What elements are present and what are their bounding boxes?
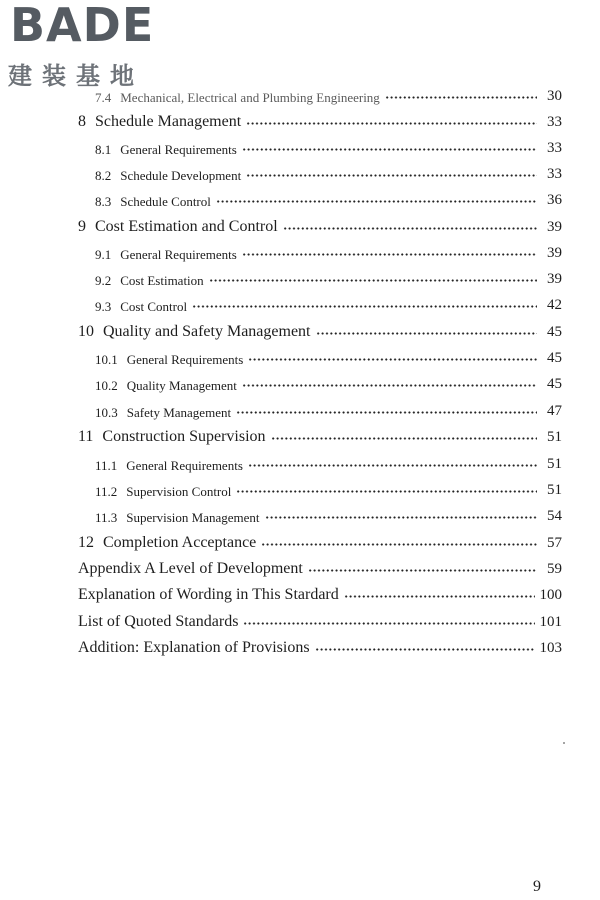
toc-entry-title: Mechanical, Electrical and Plumbing Engineering <box>120 90 380 105</box>
dot-leader <box>248 358 537 361</box>
toc-entry-number: 9.2 <box>95 273 112 288</box>
toc-entry-title: Appendix A Level of Development <box>78 560 303 577</box>
toc-entry-page: 45 <box>547 350 562 366</box>
toc-entry-title: General Requirements <box>126 352 244 367</box>
toc-entry-page: 42 <box>547 297 562 313</box>
toc-entry-number: 8.2 <box>95 168 112 183</box>
dot-leader <box>209 279 537 282</box>
toc-entry-number: 7.4 <box>95 90 112 105</box>
toc-entry-title: Cost Control <box>120 299 188 314</box>
dot-leader <box>192 305 537 308</box>
toc-entry-title: Supervision Control <box>126 484 232 499</box>
toc-entry-page: 54 <box>547 508 562 524</box>
toc-entry-number: 11.1 <box>95 458 118 473</box>
dot-leader <box>243 622 534 625</box>
toc-entry-page: 30 <box>547 88 562 104</box>
toc-entry-number: 10.2 <box>95 378 118 393</box>
toc-entry[interactable] <box>95 446 562 472</box>
toc-entry[interactable] <box>95 287 562 313</box>
toc-entry-number: 8.1 <box>95 142 112 157</box>
toc-entry-number: 10.3 <box>95 405 118 420</box>
dot-leader <box>248 464 537 467</box>
toc-entry-page: 101 <box>539 614 562 630</box>
dot-leader <box>216 200 537 203</box>
dot-leader <box>261 543 537 546</box>
toc-entry[interactable] <box>78 551 562 577</box>
toc-entry[interactable] <box>95 130 562 156</box>
toc-entry[interactable] <box>78 314 562 340</box>
toc-entry[interactable] <box>78 577 562 603</box>
toc-entry-page: 36 <box>547 192 562 208</box>
toc-entry-number: 11.2 <box>95 484 118 499</box>
toc-entry-page: 39 <box>547 245 562 261</box>
logo-chinese-text: 建装基地 <box>8 62 144 90</box>
page-number: 9 <box>533 878 541 895</box>
toc-entry-page: 47 <box>547 403 562 419</box>
toc-entry[interactable] <box>78 525 562 551</box>
toc-entry[interactable] <box>95 78 562 104</box>
toc-entry[interactable] <box>95 261 562 287</box>
dot-leader <box>242 384 537 387</box>
toc-entry[interactable] <box>95 156 562 182</box>
toc-entry-number: 9.3 <box>95 299 112 314</box>
toc-entry[interactable] <box>95 366 562 392</box>
toc-entry-title: List of Quoted Standards <box>78 613 239 630</box>
toc-entry[interactable] <box>95 340 562 366</box>
toc-entry-page: 51 <box>547 456 562 472</box>
toc-entry-title: Completion Acceptance <box>103 534 257 551</box>
toc-entry[interactable] <box>95 182 562 208</box>
toc-entry-number: 10 <box>78 323 94 340</box>
toc-entry[interactable] <box>78 630 562 656</box>
toc-entry-page: 59 <box>547 561 562 577</box>
dot-leader <box>242 253 537 256</box>
toc-entry-title: Construction Supervision <box>102 428 266 445</box>
toc-entry-title: Schedule Control <box>120 194 211 209</box>
toc-entry-title: Supervision Management <box>126 510 260 525</box>
toc-entry-page: 100 <box>539 587 562 603</box>
toc-entry-page: 51 <box>547 482 562 498</box>
dot-leader <box>236 490 537 493</box>
scan-speck <box>563 742 565 744</box>
dot-leader <box>385 96 537 99</box>
dot-leader <box>283 227 537 230</box>
toc-entry-page: 33 <box>547 114 562 130</box>
toc-entry-title: Schedule Management <box>95 113 242 130</box>
toc-entry-title: Schedule Development <box>120 168 242 183</box>
toc-entry-title: General Requirements <box>120 142 237 157</box>
toc-entry-number: 8.3 <box>95 194 112 209</box>
toc-entry-page: 57 <box>547 535 562 551</box>
toc-entry-title: Addition: Explanation of Provisions <box>78 639 310 656</box>
toc-entry-number: 9.1 <box>95 247 112 262</box>
dot-leader <box>246 122 537 125</box>
dot-leader <box>236 411 537 414</box>
toc-entry-title: General Requirements <box>126 458 243 473</box>
toc-entry-number: 9 <box>78 218 86 235</box>
dot-leader <box>246 174 537 177</box>
toc-entry-number: 8 <box>78 113 86 130</box>
toc-entry[interactable] <box>95 235 562 261</box>
toc-entry-number: 12 <box>78 534 94 551</box>
toc-entry-title: Quality Management <box>126 378 237 393</box>
toc-entry-page: 39 <box>547 219 562 235</box>
toc-entry[interactable] <box>78 104 562 130</box>
toc-entry-page: 45 <box>547 324 562 340</box>
toc-entry-title: Quality and Safety Management <box>103 323 311 340</box>
dot-leader <box>344 595 535 598</box>
dot-leader <box>316 332 538 335</box>
toc-entry-title: Cost Estimation and Control <box>95 218 278 235</box>
toc-entry-page: 51 <box>547 429 562 445</box>
toc-entry-title: Cost Estimation <box>120 273 204 288</box>
logo-wordmark: BADE <box>10 0 155 52</box>
toc-entry[interactable] <box>95 393 562 419</box>
toc-entry-page: 103 <box>539 640 562 656</box>
toc-entry-number: 11.3 <box>95 510 118 525</box>
toc-entry-page: 45 <box>547 376 562 392</box>
toc-entry[interactable] <box>95 498 562 524</box>
toc-entry[interactable] <box>78 209 562 235</box>
dot-leader <box>265 516 537 519</box>
toc-entry-number: 10.1 <box>95 352 118 367</box>
toc-entry-number: 11 <box>78 428 94 445</box>
toc-entry-title: General Requirements <box>120 247 237 262</box>
dot-leader <box>315 648 535 651</box>
table-of-contents <box>78 0 562 900</box>
dot-leader <box>271 437 537 440</box>
toc-entry-page: 39 <box>547 271 562 287</box>
toc-entry-title: Explanation of Wording in This Stardard <box>78 586 339 603</box>
toc-entry[interactable] <box>95 472 562 498</box>
toc-entry-title: Safety Management <box>126 405 232 420</box>
toc-entry-page: 33 <box>547 166 562 182</box>
dot-leader <box>308 569 537 572</box>
toc-entry[interactable] <box>78 604 562 630</box>
toc-entry-page: 33 <box>547 140 562 156</box>
dot-leader <box>242 148 537 151</box>
toc-entry[interactable] <box>78 419 562 445</box>
